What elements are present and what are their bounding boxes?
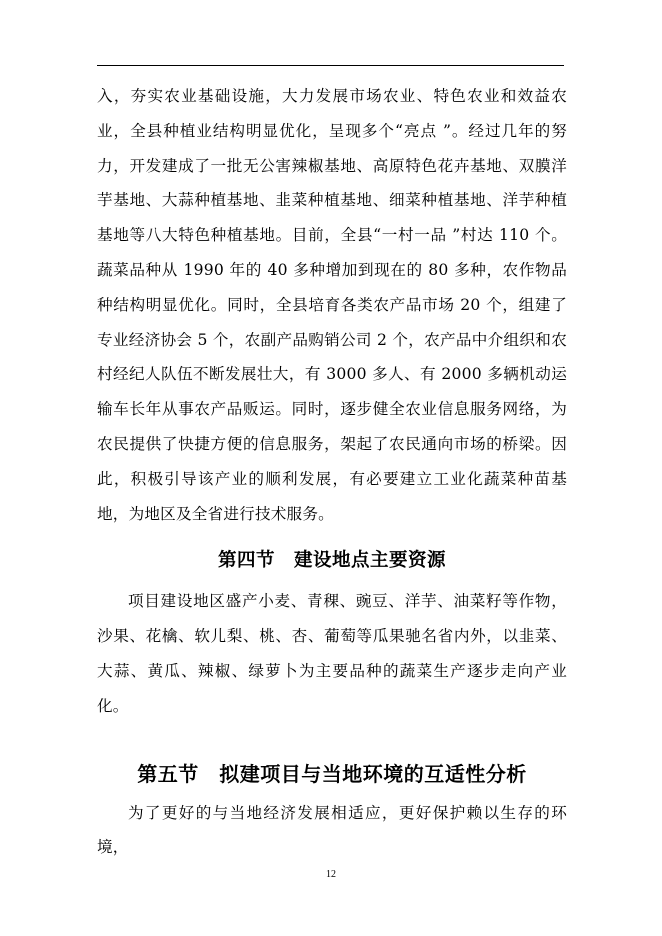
page-number: 12 xyxy=(326,869,336,880)
section-5-paragraph: 为了更好的与当地经济发展相适应，更好保护赖以生存的环境， xyxy=(97,803,567,857)
section-heading-5: 第五节 拟建项目与当地环境的互适性分析 xyxy=(137,761,527,786)
body-paragraph: 入，夯实农业基础设施，大力发展市场农业、特色农业和效益农业，全县种植业结构明显优化，呈现多个“亮点 ”。经过几年的努力，开发建成了一批无公害辣椒基地、高原特色花卉基地、双膜洋芋基地、大蒜种植基地、韭菜种植基地、细菜种植基地、洋芋种植基地等八大特色种植基地。目前，全县“一村一品 ”村达 110 个。蔬菜品种从 1990 年的 40 多种增加到现在的 80 多种，农作物品种结构明显优化。同时，全县培育各类农产品市场 20 个，组建了专业经济协会 5 个，农副产品购销公司 2 个，农产品中介组织和农村经纪人队伍不断发展壮大，有 3000 多人、有 2000 多辆机动运输车长年从事农产品贩运。同时，逐步健全农业信息服务网络，为农民提供了快捷方便的信息服务，架起了农民通向市场的桥梁。因此，积极引导该产业的顺利发展，有必要建立工业化蔬菜种苗基地，为地区及全省进行技术服务。 xyxy=(97,87,567,523)
document-body xyxy=(97,79,567,865)
section-4-paragraph: 项目建设地区盛产小麦、青稞、豌豆、洋芋、油菜籽等作物，沙果、花檎、软儿梨、桃、杏、葡萄等瓜果驰名省内外，以韭菜、大蒜、黄瓜、辣椒、绿萝卜为主要品种的蔬菜生产逐步走向产业化。 xyxy=(97,592,567,715)
header-rule xyxy=(97,65,564,66)
section-heading-4: 第四节 建设地点主要资源 xyxy=(217,550,446,572)
